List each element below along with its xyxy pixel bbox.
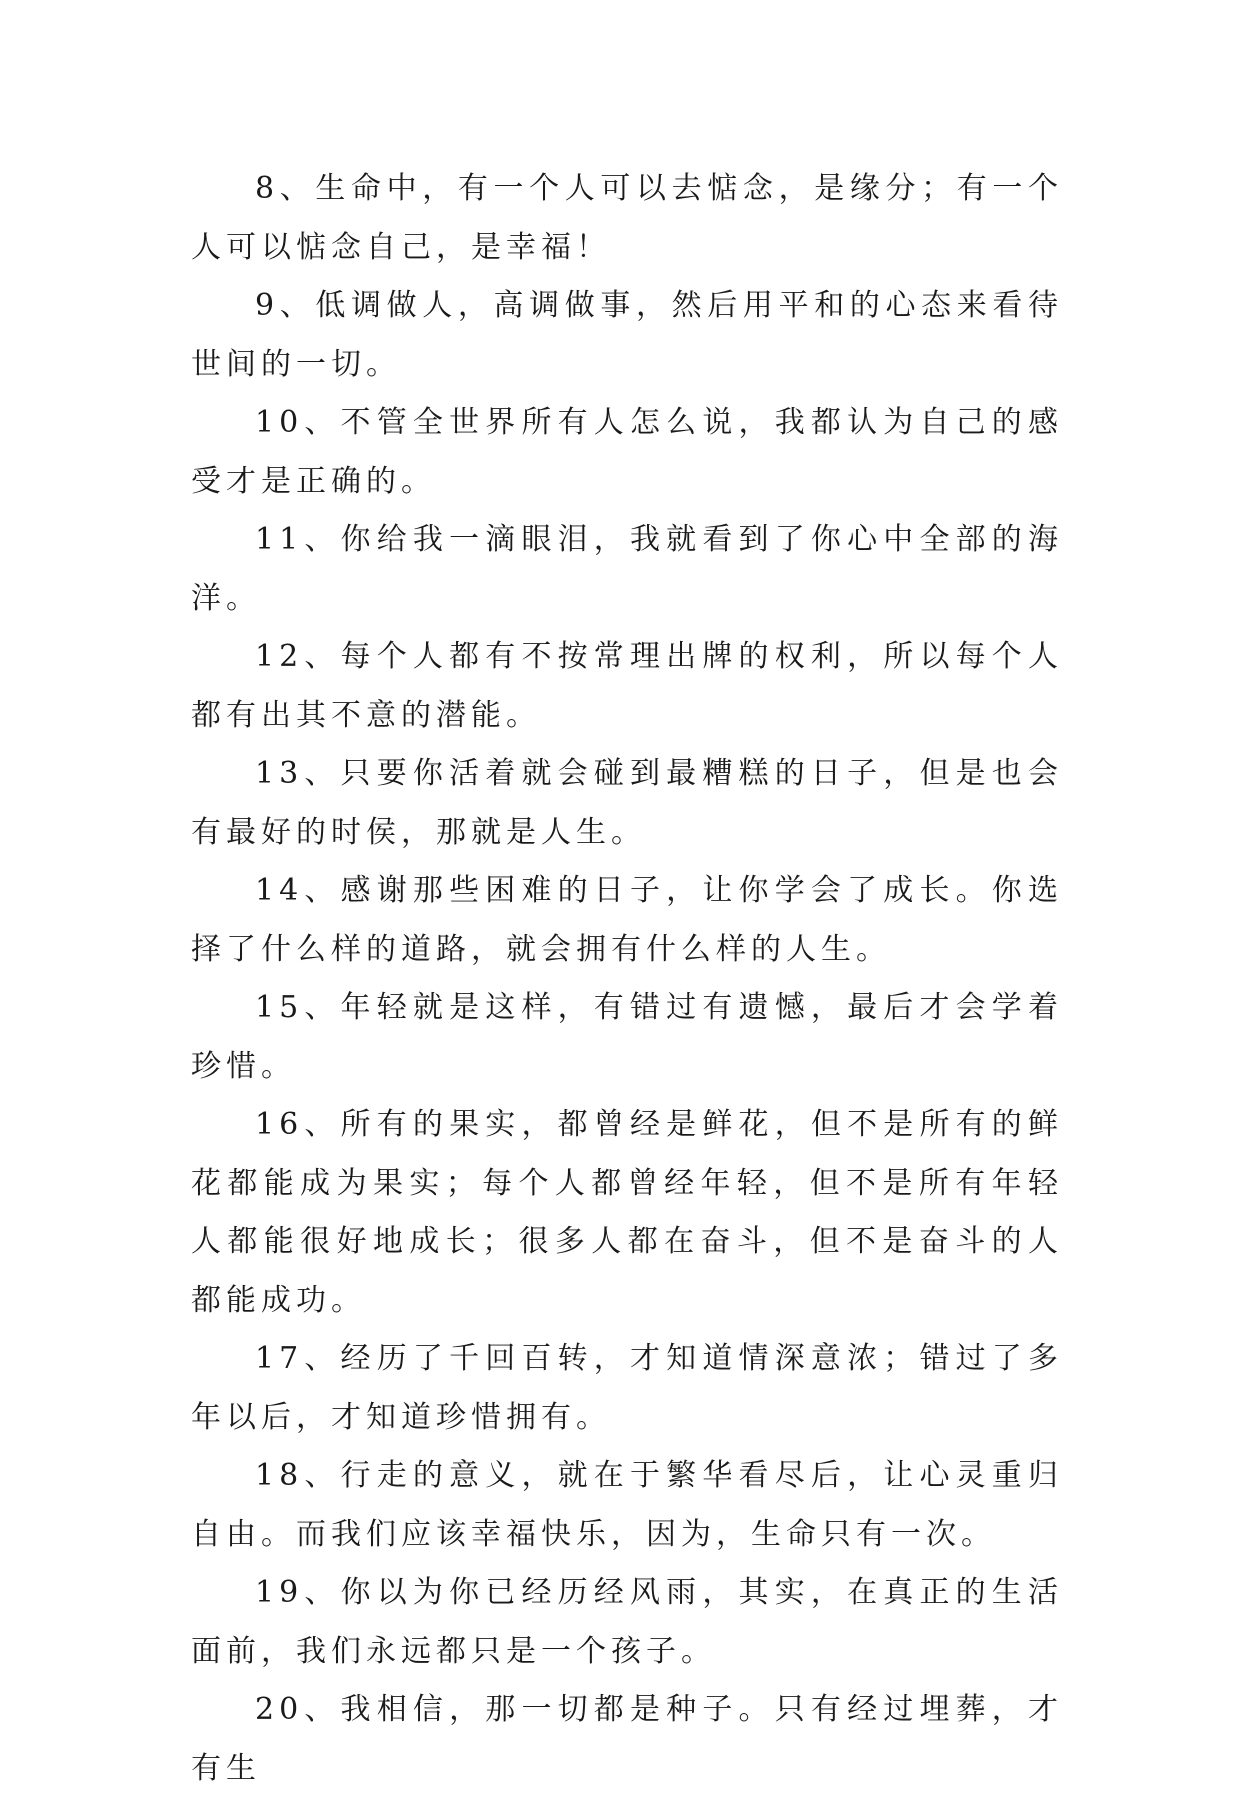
paragraph-10: 10、不管全世界所有人怎么说，我都认为自己的感受才是正确的。	[191, 405, 1063, 499]
paragraph-18: 18、行走的意义，就在于繁华看尽后，让心灵重归自由。而我们应该幸福快乐，因为，生命只有一次。	[191, 1458, 1063, 1552]
paragraph-9: 9、低调做人，高调做事，然后用平和的心态来看待世间的一切。	[191, 288, 1063, 382]
document-body	[191, 160, 1063, 1798]
paragraph-15: 15、年轻就是这样，有错过有遗憾，最后才会学着珍惜。	[191, 990, 1063, 1084]
paragraph-8: 8、生命中，有一个人可以去惦念，是缘分；有一个人可以惦念自己，是幸福！	[191, 171, 1063, 265]
paragraph-16: 16、所有的果实，都曾经是鲜花，但不是所有的鲜花都能成为果实；每个人都曾经年轻，但不是所有年轻人都能很好地成长；很多人都在奋斗，但不是奋斗的人都能成功。	[191, 1107, 1063, 1318]
paragraph-12: 12、每个人都有不按常理出牌的权利，所以每个人都有出其不意的潜能。	[191, 639, 1063, 733]
paragraph-11: 11、你给我一滴眼泪，我就看到了你心中全部的海洋。	[191, 522, 1063, 616]
paragraph-19: 19、你以为你已经历经风雨，其实，在真正的生活面前，我们永远都只是一个孩子。	[191, 1575, 1063, 1669]
paragraph-14: 14、感谢那些困难的日子，让你学会了成长。你选择了什么样的道路，就会拥有什么样的人生。	[191, 873, 1063, 967]
paragraph-13: 13、只要你活着就会碰到最糟糕的日子，但是也会有最好的时侯，那就是人生。	[191, 756, 1063, 850]
paragraph-20: 20、我相信，那一切都是种子。只有经过埋葬，才有生	[191, 1692, 1063, 1786]
paragraph-17: 17、经历了千回百转，才知道情深意浓；错过了多年以后，才知道珍惜拥有。	[191, 1341, 1063, 1435]
